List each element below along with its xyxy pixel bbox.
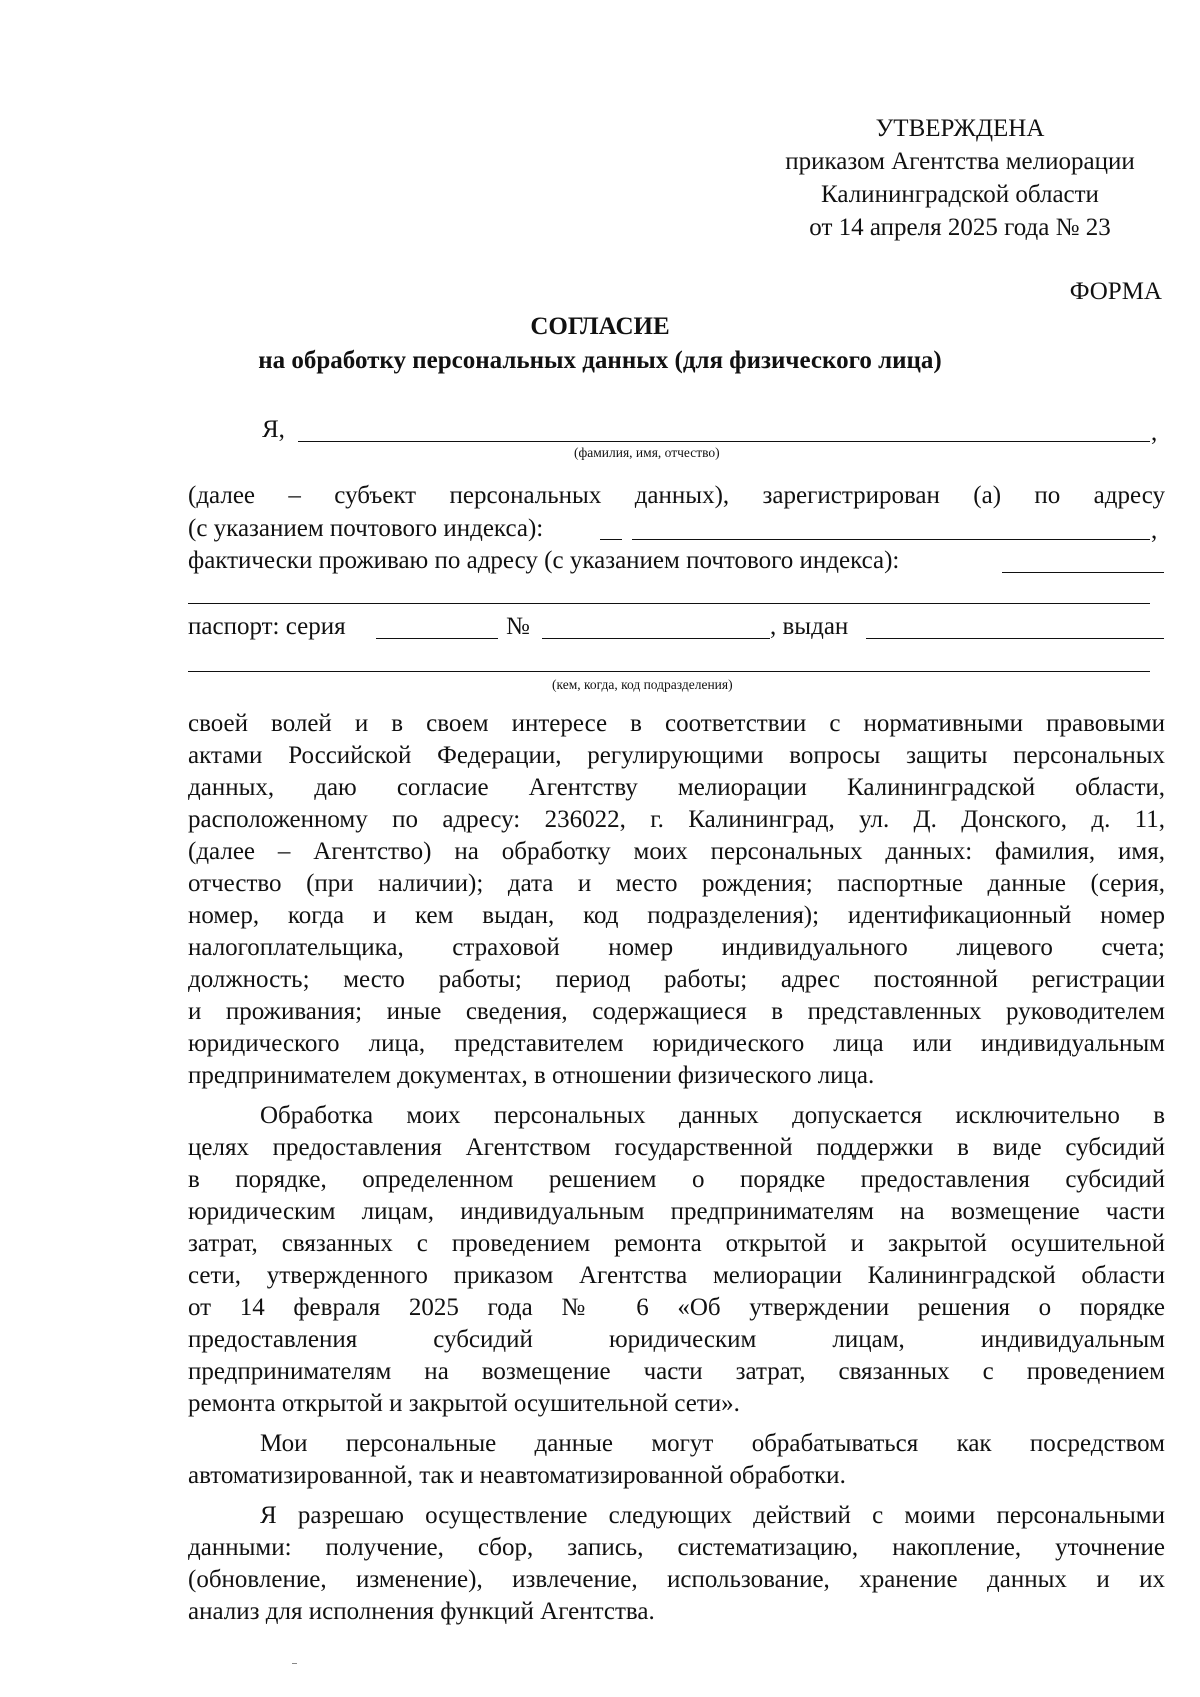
p1-line-11: юридического лица, представителем юридического лица или индивидуальным [188, 1030, 1165, 1057]
p1-line-9: должность; место работы; период работы; адрес постоянной регистрации [188, 966, 1165, 993]
form-label: ФОРМА [1069, 278, 1162, 305]
approval-date-line: от 14 апреля 2025 года № 23 [809, 214, 1111, 241]
p1-line-12: предпринимателем документах, в отношении физического лица. [188, 1062, 875, 1089]
fio-input-line[interactable] [298, 441, 1150, 442]
postal-prefix: (с указанием почтового индекса): [188, 515, 544, 542]
postal-index-input-line[interactable] [600, 539, 622, 540]
subject-line: (далее – субъект персональных данных), зарегистрирован (а) по адресу [188, 482, 1165, 509]
scan-mark [292, 1663, 297, 1664]
p4-line-1: Я разрешаю осуществление следующих действий с моими персональными [260, 1502, 1165, 1529]
p2-line-8: предоставления субсидий юридическим лицам, индивидуальным [188, 1326, 1165, 1353]
p2-line-3: в порядке, определенном решением о порядке предоставления субсидий [188, 1166, 1165, 1193]
p4-line-2: данными: получение, сбор, запись, систематизацию, накопление, уточнение [188, 1534, 1165, 1561]
p4-line-3: (обновление, изменение), извлечение, использование, хранение данных и их [188, 1566, 1165, 1593]
registered-address-input-line[interactable] [632, 539, 1150, 540]
passport-series-input-line[interactable] [376, 638, 498, 639]
document-subtitle: на обработку персональных данных (для физического лица) [258, 347, 942, 374]
p1-line-6: отчество (при наличии); дата и место рождения; паспортные данные (серия, [188, 870, 1165, 897]
p1-line-4: расположенному по адресу: 236022, г. Калининград, ул. Д. Донского, д. 11, [188, 806, 1165, 833]
p2-line-2: целях предоставления Агентством государственной поддержки в виде субсидий [188, 1134, 1165, 1161]
p1-line-7: номер, когда и кем выдан, код подразделения); идентификационный номер [188, 902, 1165, 929]
postal-comma: , [1151, 517, 1158, 544]
p2-line-5: затрат, связанных с проведением ремонта открытой и закрытой осушительной [188, 1230, 1165, 1257]
p3-line-1: Мои персональные данные могут обрабатываться как посредством [260, 1430, 1165, 1457]
passport-issued-input-line-2[interactable] [188, 671, 1150, 672]
document-title-block [0, 310, 1200, 378]
p2-line-1: Обработка моих персональных данных допускается исключительно в [260, 1102, 1165, 1129]
p2-line-6: сети, утвержденного приказом Агентства мелиорации Калининградской области [188, 1262, 1165, 1289]
p3-line-2: автоматизированной, так и неавтоматизированной обработки. [188, 1462, 846, 1489]
i-prefix: Я, [262, 416, 285, 443]
passport-number-label: № [506, 613, 530, 640]
issued-caption: (кем, когда, код подразделения) [552, 677, 733, 692]
fio-comma: , [1151, 419, 1158, 446]
approval-order-line: приказом Агентства мелиорации [785, 148, 1135, 175]
p2-line-10: ремонта открытой и закрытой осушительной сети». [188, 1390, 740, 1417]
approval-stamp-block [760, 112, 1160, 244]
p2-line-4: юридическим лицам, индивидуальным предпринимателям на возмещение части [188, 1198, 1165, 1225]
passport-number-input-line[interactable] [542, 638, 770, 639]
passport-issued-label: , выдан [770, 613, 849, 640]
actual-address-input-line[interactable] [1002, 572, 1164, 573]
fio-caption: (фамилия, имя, отчество) [574, 445, 720, 460]
passport-issued-input-line[interactable] [866, 638, 1164, 639]
p2-line-9: предпринимателям на возмещение части затрат, связанных с проведением [188, 1358, 1165, 1385]
p1-line-10: и проживания; иные сведения, содержащиеся в представленных руководителем [188, 998, 1165, 1025]
p4-line-4: анализ для исполнения функций Агентства. [188, 1598, 655, 1625]
approval-heading: УТВЕРЖДЕНА [875, 115, 1045, 142]
document-title: СОГЛАСИЕ [530, 313, 670, 340]
p1-line-5: (далее – Агентство) на обработку моих персональных данных: фамилия, имя, [188, 838, 1165, 865]
p1-line-3: данных, даю согласие Агентству мелиорации Калининградской области, [188, 774, 1165, 801]
p2-line-7: от 14 февраля 2025 года № 6 «Об утверждении решения о порядке [188, 1294, 1165, 1321]
passport-series-label: паспорт: серия [188, 613, 346, 640]
p1-line-8: налогоплательщика, страховой номер индивидуального лицевого счета; [188, 934, 1165, 961]
approval-region-line: Калининградской области [821, 181, 1099, 208]
p1-line-2: актами Российской Федерации, регулирующими вопросы защиты персональных [188, 742, 1165, 769]
actual-address-input-line-2[interactable] [188, 603, 1150, 604]
p1-line-1: своей волей и в своем интересе в соответствии с нормативными правовыми [188, 710, 1165, 737]
actual-address-label: фактически проживаю по адресу (с указанием почтового индекса): [188, 547, 900, 574]
